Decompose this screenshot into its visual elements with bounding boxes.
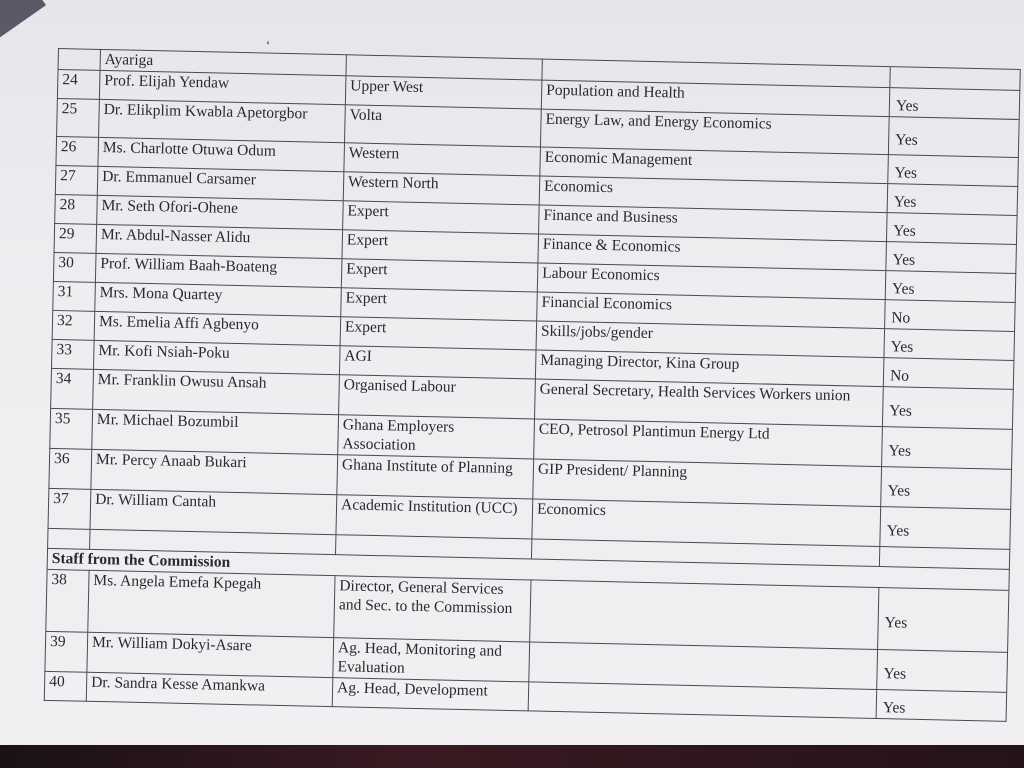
member-name: Mr. Franklin Owusu Ansah — [93, 369, 340, 414]
attendance-table — [44, 48, 1021, 722]
row-number: 39 — [45, 631, 88, 672]
row-number: 37 — [48, 488, 91, 529]
attendance-answer: Yes — [881, 467, 1012, 510]
region-or-affiliation: Expert — [343, 201, 540, 234]
region-or-affiliation: Western North — [343, 172, 540, 205]
area-of-expertise: Economics — [539, 176, 888, 213]
member-name: Ms. Emelia Affi Agbenyo — [94, 311, 341, 345]
region-or-affiliation: Ghana Institute of Planning — [337, 455, 534, 499]
member-name: Ms. Charlotte Otuwa Odum — [98, 137, 345, 171]
area-of-expertise: Labour Economics — [537, 263, 886, 300]
attendance-answer — [879, 547, 1009, 570]
section-title: Staff from the Commission — [47, 548, 1009, 590]
row-number: 24 — [57, 70, 100, 100]
attendance-answer: Yes — [876, 690, 1007, 722]
row-number: 35 — [50, 408, 93, 449]
attendance-answer: No — [883, 358, 1014, 390]
member-name: Mr. William Dokyi-Asare — [87, 632, 334, 677]
area-of-expertise: CEO, Petrosol Plantimun Energy Ltd — [534, 419, 883, 467]
area-of-expertise: Population and Health — [541, 80, 890, 117]
row-number: 30 — [53, 252, 96, 282]
row-number: 27 — [55, 165, 98, 195]
row-number: 29 — [54, 223, 97, 253]
attendance-answer — [890, 67, 1020, 91]
region-or-affiliation: Expert — [342, 230, 539, 263]
attendance-answer: Yes — [887, 184, 1018, 216]
region-or-affiliation: Western — [344, 143, 541, 176]
area-of-expertise: Economic Management — [540, 147, 889, 184]
region-or-affiliation: Academic Institution (UCC) — [336, 495, 533, 539]
desk-background — [0, 745, 1024, 768]
row-number — [58, 49, 100, 71]
member-name: Ms. Angela Emefa Kpegah — [88, 570, 335, 637]
region-or-affiliation: Volta — [345, 105, 542, 147]
attendance-answer: Yes — [880, 507, 1011, 550]
attendance-answer: Yes — [882, 387, 1013, 430]
region-or-affiliation: Ghana Employers Association — [338, 415, 535, 459]
region-or-affiliation: Upper West — [345, 76, 542, 109]
row-number: 40 — [44, 671, 87, 701]
region-or-affiliation: Director, General Services and Sec. to the Commission — [334, 576, 531, 642]
member-name: Mr. Seth Ofori-Ohene — [97, 195, 344, 229]
area-of-expertise: Finance and Business — [539, 205, 888, 242]
member-name: Prof. William Baah-Boateng — [95, 253, 342, 287]
attendance-answer: Yes — [888, 117, 1019, 158]
member-name: Mr. Kofi Nsiah-Poku — [93, 340, 340, 374]
area-of-expertise — [528, 682, 877, 719]
region-or-affiliation: Expert — [340, 317, 537, 350]
area-of-expertise: General Secretary, Health Services Workers union — [535, 379, 884, 427]
area-of-expertise: Economics — [532, 499, 881, 547]
table-body — [48, 49, 1021, 570]
row-number: 32 — [52, 310, 95, 340]
row-number: 25 — [57, 98, 100, 137]
member-name: Dr. William Cantah — [90, 489, 337, 534]
area-of-expertise: Skills/jobs/gender — [536, 321, 885, 358]
attendance-answer: Yes — [885, 271, 1016, 303]
area-of-expertise: GIP President/ Planning — [533, 459, 882, 507]
row-number: 31 — [53, 281, 96, 311]
row-number: 34 — [51, 368, 94, 409]
region-or-affiliation: Expert — [341, 288, 538, 321]
ink-mark: ‘ — [266, 38, 270, 52]
member-name: Mr. Michael Bozumbil — [92, 409, 339, 454]
attendance-answer: Yes — [878, 588, 1009, 653]
row-number: 38 — [46, 569, 89, 632]
member-name: Mrs. Mona Quartey — [95, 282, 342, 316]
region-or-affiliation: Expert — [341, 259, 538, 292]
attendance-table-sheet — [44, 48, 1020, 722]
member-name: Prof. Elijah Yendaw — [99, 70, 346, 104]
attendance-answer: Yes — [889, 88, 1020, 120]
area-of-expertise: Financial Economics — [537, 292, 886, 329]
area-of-expertise: Finance & Economics — [538, 234, 887, 271]
row-number: 26 — [56, 136, 99, 166]
row-number: 33 — [52, 339, 95, 369]
attendance-answer: No — [885, 300, 1016, 332]
attendance-answer: Yes — [884, 329, 1015, 361]
member-name: Ayariga — [100, 49, 346, 75]
area-of-expertise: Managing Director, Kina Group — [535, 350, 884, 387]
region-or-affiliation: AGI — [339, 346, 536, 379]
row-number: 36 — [49, 448, 92, 489]
area-of-expertise: Energy Law, and Energy Economics — [540, 109, 889, 155]
member-name: Dr. Emmanuel Carsamer — [97, 166, 344, 200]
attendance-answer: Yes — [886, 213, 1017, 245]
staff-table-body — [44, 569, 1009, 721]
folded-corner — [0, 0, 46, 40]
attendance-answer: Yes — [882, 427, 1013, 470]
member-name: Dr. Sandra Kesse Amankwa — [86, 672, 333, 706]
member-name: Mr. Abdul-Nasser Alidu — [96, 224, 343, 258]
attendance-answer: Yes — [877, 650, 1008, 693]
region-or-affiliation: Ag. Head, Monitoring and Evaluation — [333, 638, 530, 682]
member-name: Mr. Percy Anaab Bukari — [91, 449, 338, 494]
member-name: Dr. Elikplim Kwabla Apetorgbor — [99, 99, 346, 142]
area-of-expertise — [530, 580, 879, 650]
attendance-answer: Yes — [886, 242, 1017, 274]
region-or-affiliation: Ag. Head, Development — [332, 678, 529, 711]
row-number — [48, 528, 90, 549]
row-number: 28 — [55, 194, 98, 224]
attendance-answer: Yes — [888, 155, 1019, 187]
region-or-affiliation: Organised Labour — [339, 375, 536, 419]
